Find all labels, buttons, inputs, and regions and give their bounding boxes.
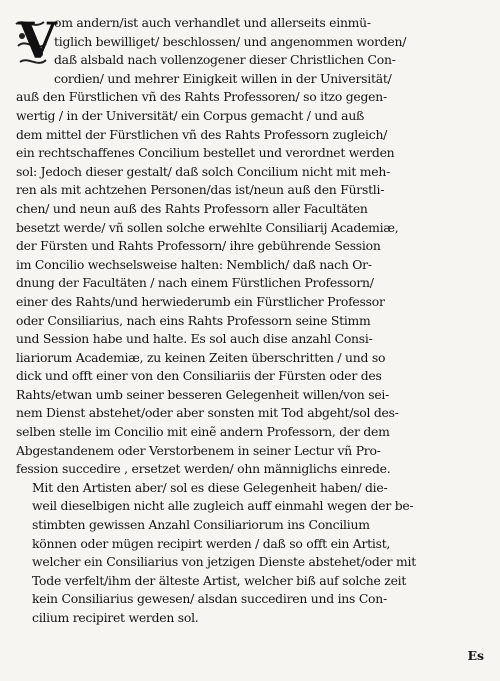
text-line: sol: Jedoch dieser gestalt/ daß solch Concilium nicht mit meh- bbox=[16, 163, 391, 179]
initial-letter: V bbox=[18, 11, 57, 70]
text-line: der Fürsten und Rahts Professorn/ ihre gebührende Session bbox=[16, 238, 381, 254]
text-line: ein rechtschaffenes Concilium bestellet und verordnet werden bbox=[16, 145, 395, 161]
text-line: wertig / in der Universität/ ein Corpus gemacht / und auß bbox=[16, 107, 365, 123]
text-line: om andern/ist auch verhandlet und allerseits einmü- bbox=[54, 15, 371, 30]
text-line: dnung der Facultäten / nach einem Fürstlichen Professorn/ bbox=[16, 275, 374, 291]
text-line: cilium recipiret werden sol. bbox=[32, 610, 199, 625]
text-line: ren als mit achtzehen Personen/das ist/neun auß den Fürstli- bbox=[16, 182, 385, 198]
text-line: dick und offt einer von den Consiliariis der Fürsten oder des bbox=[16, 368, 382, 384]
decorated-initial bbox=[14, 11, 57, 70]
text-line: kein Consiliarius gewesen/ alsdan succediren und ins Con- bbox=[32, 591, 387, 607]
text-line: und Session habe und halte. Es sol auch dise anzahl Consi- bbox=[16, 331, 373, 347]
text-line: oder Consiliarius, nach eins Rahts Professorn seine Stimm bbox=[16, 312, 371, 328]
text-line: dem mittel der Fürstlichen vñ des Rahts Professorn zugleich/ bbox=[16, 126, 388, 142]
text-line: selben stelle im Concilio mit einẽ andern Professorn, der dem bbox=[16, 424, 390, 440]
text-line: chen/ und neun auß des Rahts Professorn aller Facultäten bbox=[16, 200, 368, 216]
text-line: daß alsbald nach vollenzogener dieser Christlichen Con- bbox=[54, 52, 396, 68]
text-line: tiglich bewilliget/ beschlossen/ und angenommen worden/ bbox=[54, 33, 407, 49]
text-line: auß den Fürstlichen vñ des Rahts Professoren/ so itzo gegen- bbox=[16, 89, 387, 105]
text-line: fession succedire , ersetzet werden/ ohn männiglichs einrede. bbox=[16, 461, 391, 477]
text-line: cordien/ und mehrer Einigkeit willen in der Universität/ bbox=[54, 70, 392, 86]
text-line: im Concilio wechselsweise halten: Nemblich/ daß nach Or- bbox=[16, 256, 372, 272]
text-line: welcher ein Consiliarius von jetzigen Dienste abstehet/oder mit bbox=[32, 554, 416, 570]
text-line: nem Dienst abstehet/oder aber sonsten mit Tod abgeht/sol des- bbox=[16, 405, 399, 421]
text-line: einer des Rahts/und herwiederumb ein Fürstlicher Professor bbox=[16, 293, 385, 309]
text-line: Tode verfelt/ihm der älteste Artist, welcher biß auf solche zeit bbox=[32, 572, 407, 588]
paragraph-1 bbox=[16, 11, 488, 479]
catchword: Es bbox=[467, 648, 484, 663]
text-line: liariorum Academiæ, zu keinen Zeiten überschritten / und so bbox=[16, 349, 386, 365]
text-line: Mit den Artisten aber/ sol es diese Gelegenheit haben/ die- bbox=[32, 479, 388, 495]
text-line: können oder mügen recipirt werden / daß so offt ein Artist, bbox=[32, 535, 391, 551]
text-line: Abgestandenem oder Verstorbenem in seiner Lectur vñ Pro- bbox=[16, 442, 381, 458]
text-line: Rahts/etwan umb seiner besseren Gelegenheit willen/von sei- bbox=[16, 386, 390, 402]
text-line: weil dieselbigen nicht alle zugleich auff einmahl wegen der be- bbox=[32, 498, 414, 514]
text-line: stimbten gewissen Anzahl Consiliariorum ins Concilium bbox=[32, 517, 370, 533]
paragraph-2 bbox=[16, 479, 488, 628]
text-line: besetzt werde/ vñ sollen solche erwehlte Consiliarij Academiæ, bbox=[16, 219, 399, 235]
